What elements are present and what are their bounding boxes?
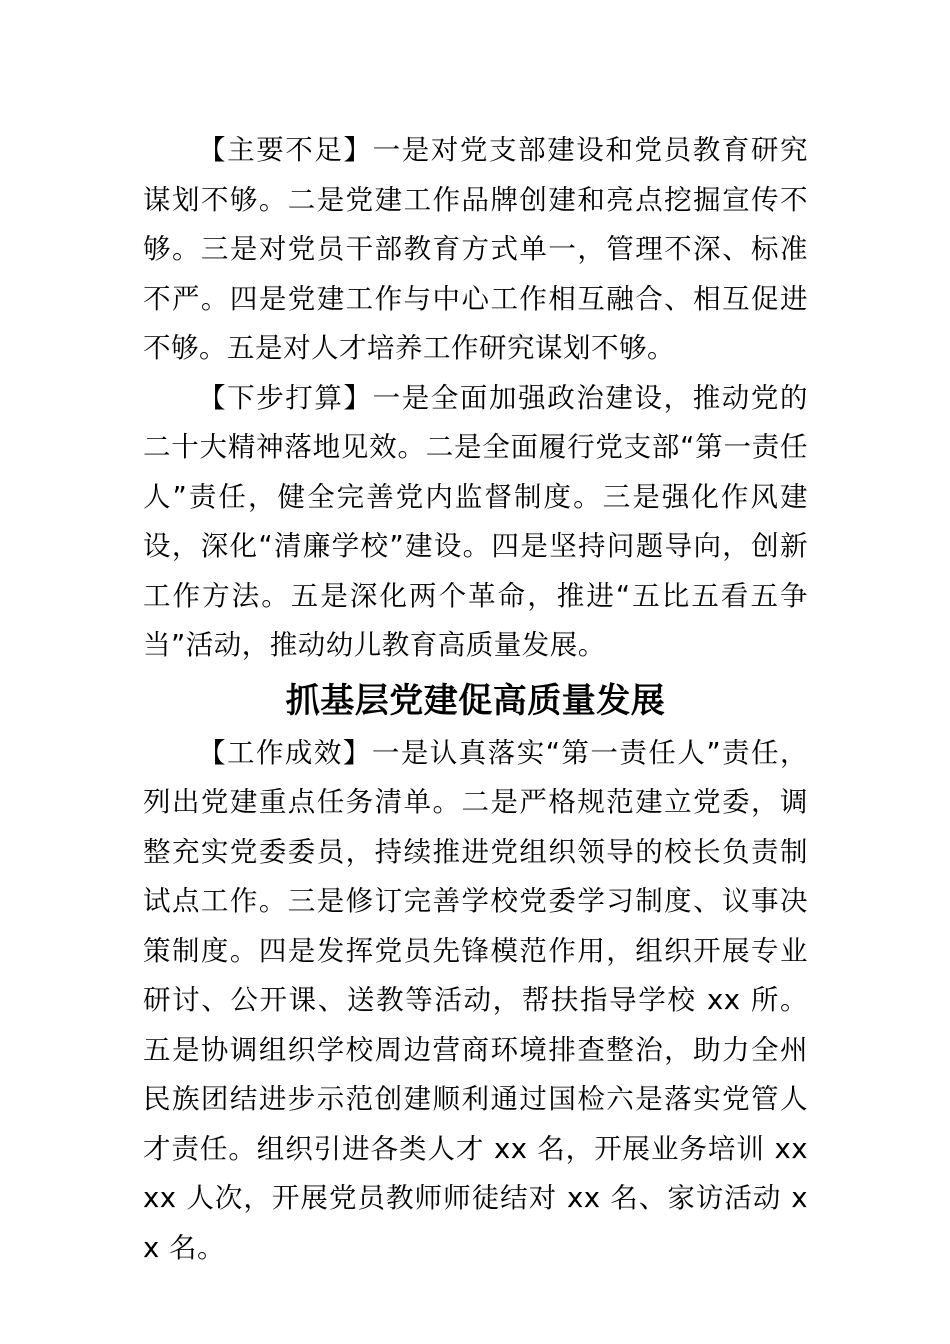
document-body (143, 126, 808, 1273)
section-heading: 抓基层党建促高质量发展 (285, 680, 666, 721)
paragraph-next-steps: 【下步打算】一是全面加强政治建设，推动党的二十大精神落地见效。二是全面履行党支部“第一责任人”责任，健全完善党内监督制度。三是强化作风建设，深化“清廉学校”建设。四是坚持问题导向，创新工作方法。五是深化两个革命，推进“五比五看五争当”活动，推动幼儿教育高质量发展。 (143, 381, 808, 661)
paragraph-shortcomings: 【主要不足】一是对党支部建设和党员教育研究谋划不够。二是党建工作品牌创建和亮点挖掘宣传不够。三是对党员干部教育方式单一，管理不深、标准不严。四是党建工作与中心工作相互融合、相互促进不够。五是对人才培养工作研究谋划不够。 (143, 134, 808, 364)
paragraph-work-results: 【工作成效】一是认真落实“第一责任人”责任，列出党建重点任务清单。二是严格规范建立党委，调整充实党委委员，持续推进党组织领导的校长负责制试点工作。三是修订完善学校党委学习制度、议事决策制度。四是发挥党员先锋模范作用，组织开展专业研讨、公开课、送教等活动，帮扶指导学校 xx 所。五是协调组织学校周边营商环境排查整治，助力全州民族团结进步示范创建顺利通过国检六是落实党管人才责任。组织引进各类人才 xx 名，开展业务培训 xxxx 人次，开展党员教师师徒结对 xx 名、家访活动 xx 名。 (143, 736, 808, 1264)
